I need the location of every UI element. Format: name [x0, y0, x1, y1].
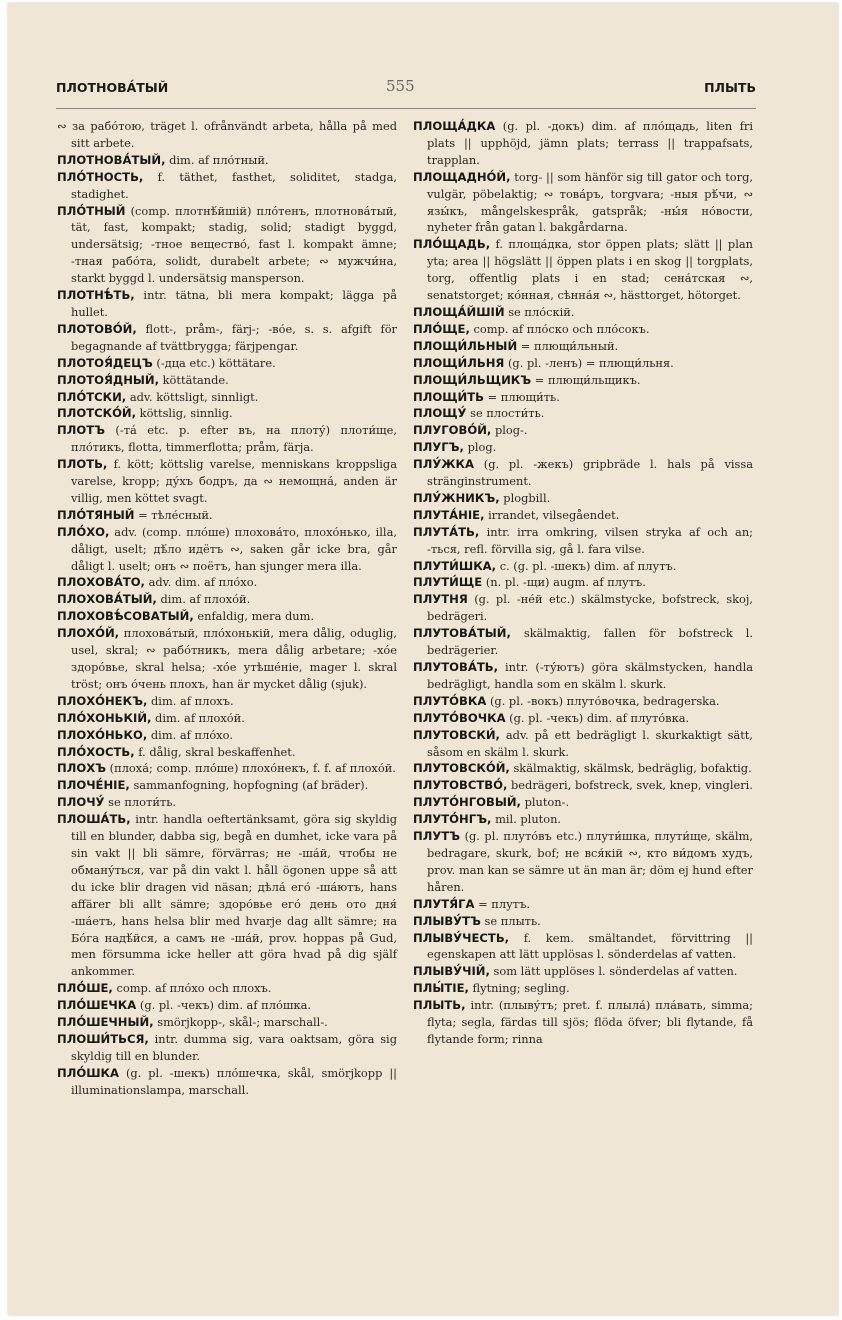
dictionary-entry: [413, 338, 753, 355]
entry-headword: ПЛО́ТНОСТЬ,: [57, 169, 144, 184]
dictionary-entry: [57, 760, 397, 777]
entry-definition: adv. (comp. пло́ше) плохова́то, плохо́нько, illa, dåligt, uselt; дѣ́ло идётъ ∾, saken går icke bra, går dåligt l. uselt; онъ ∾ поётъ, han sjunger mera illa.: [71, 524, 397, 573]
entry-definition: dim. af плохъ.: [151, 693, 234, 708]
entry-definition: intr. tätna, bli mera kompakt; lägga på hullet.: [71, 288, 397, 319]
entry-definition: плохова́тый, пло́хонькій, mera dålig, oduglig, usel, skral; ∾ рабо́тникъ, mera dålig arbetare; -хо́е здоро́вье, skral helsa; -хо́е утѣше́ніе, mager l. skral tröst; онъ о́чень плохъ, han är mycket dålig (sjuk).: [71, 626, 397, 691]
page-header: [56, 77, 756, 102]
entry-headword: ПЛО́ХО,: [57, 524, 110, 539]
dictionary-entry: [57, 710, 397, 727]
entry-headword: ПЛУТО́НГОВЫЙ,: [413, 795, 521, 810]
dictionary-entry: [57, 980, 397, 997]
entry-definition: (comp. плотнѣ́йшій) пло́тенъ, плотнова́тый, tät, fast, kompakt; stadig, solid; stadigt byggd, undersätsig; -тное вещество́, fast l. kompakt ämne; -тная рабо́та, solidt, durabelt arbete; ∾ мужчи́на, starkt byggd l. undersätsig mansperson.: [71, 203, 397, 286]
entry-headword: ПЛОХОВА́ТЫЙ,: [57, 592, 157, 607]
dictionary-entry: [57, 355, 397, 372]
dictionary-entry: [413, 169, 753, 237]
dictionary-entry: [57, 574, 397, 591]
dictionary-entry: [413, 355, 753, 372]
dictionary-entry: [57, 169, 397, 203]
entry-definition: adv. köttsligt, sinnligt.: [129, 389, 259, 404]
entry-headword: ПЛОЩИ́ЛЬНЫЙ: [413, 338, 518, 353]
entry-definition: intr. irra omkring, vilsen stryka af och an; -ться, refl. förvilla sig, gå l. fara vilse.: [427, 524, 754, 556]
entry-headword: ПЛОТОЯ́ДЕЦЪ: [57, 355, 153, 370]
entry-definition: (g. pl. -чекъ) dim. af пло́шка.: [139, 998, 311, 1013]
entry-headword: ПЛО́ТСКИ,: [57, 389, 127, 404]
entry-definition: dim. af плохо́й.: [155, 710, 245, 725]
entry-headword: ПЛОХО́НЬКО,: [57, 727, 148, 742]
page-number: 555: [386, 77, 415, 95]
entry-definition: f. täthet, fasthet, soliditet, stadga, stadighet.: [71, 169, 397, 201]
dictionary-entry: [57, 422, 397, 456]
entry-headword: ПЛОЧУ́: [57, 795, 105, 810]
dictionary-entry: [413, 558, 753, 575]
entry-definition: (g. pl. -чекъ) dim. af плуто́вка.: [509, 710, 690, 725]
entry-definition: plogbill.: [503, 490, 551, 505]
dictionary-entry: [57, 524, 397, 575]
entry-definition: smörjkopp-, skål-; marschall-.: [157, 1015, 328, 1030]
dictionary-entry: [413, 659, 753, 693]
entry-definition: = плющи́льщикъ.: [534, 372, 641, 387]
entry-headword: ПЛО́ШЕЧКА: [57, 998, 137, 1013]
dictionary-entry: [57, 1065, 397, 1099]
entry-definition: (-дца etc.) köttätare.: [156, 355, 276, 370]
entry-definition: adv. på ett bedrägligt l. skurkaktigt sätt, såsom en skälm l. skurk.: [427, 727, 754, 759]
dictionary-entry: [413, 710, 753, 727]
entry-headword: ПЛУТО́НГЪ,: [413, 812, 492, 827]
dictionary-entry: [413, 913, 753, 930]
entry-headword: ПЛУГЪ,: [413, 440, 464, 455]
entry-definition: = плющи́льный.: [520, 338, 619, 353]
entry-headword: ПЛО́ШКА: [57, 1065, 119, 1080]
entry-definition: (g. pl. -шекъ) пло́шечка, skål, smörjkopp || illuminationslampa, marschall.: [71, 1065, 397, 1097]
entry-headword: ПЛОТОЯ́ДНЫЙ,: [57, 372, 160, 387]
right-running-head: ПЛЫТЬ: [704, 80, 756, 95]
entry-definition: dim. af плохо́й.: [160, 592, 251, 607]
entry-definition: = тѣле́сный.: [138, 507, 213, 522]
dictionary-entry: [413, 828, 753, 896]
dictionary-entry: [413, 811, 753, 828]
dictionary-entry: [413, 456, 753, 490]
entry-definition: (-тá etc. p. efter въ, на плоту́) плоти́ще, пло́тикъ, flotta, timmerflotta; pråm, färja.: [71, 423, 397, 455]
dictionary-entry: [413, 372, 753, 389]
dictionary-entry: [57, 203, 397, 288]
dictionary-entry: [57, 693, 397, 710]
entry-headword: ПЛОТОВО́Й,: [57, 321, 137, 336]
dictionary-entry: [413, 389, 753, 406]
dictionary-entry: [413, 896, 753, 913]
entry-headword: ПЛУТЪ: [413, 829, 461, 844]
dictionary-entry: [57, 727, 397, 744]
entry-definition: (g. pl. -не́й etc.) skälmstycke, bofstreck, skoj, bedrägeri.: [427, 592, 753, 624]
entry-headword: ПЛОЩА́ДКА: [413, 119, 496, 133]
dictionary-entry: [57, 591, 397, 608]
left-running-head: ПЛОТНОВА́ТЫЙ: [56, 80, 169, 95]
entry-definition: intr. (-ту́ютъ) göra skälmstycken, handla bedrägligt, handla som en skälm l. skurk.: [427, 660, 754, 691]
entry-headword: ПЛУТИ́ЩЕ: [413, 575, 483, 590]
entry-definition: = плющи́ть.: [487, 389, 560, 404]
dictionary-entry: [413, 760, 753, 777]
dictionary-entry: [57, 321, 397, 355]
dictionary-entry: [413, 304, 753, 321]
dictionary-entry: [57, 811, 397, 980]
entry-headword: ПЛОЩИ́ТЬ: [413, 389, 485, 404]
entry-headword: ПЛУТНЯ: [413, 592, 468, 607]
entry-headword: ПЛО́ЩАДЬ,: [413, 237, 491, 252]
dictionary-entry: [413, 524, 753, 558]
entry-definition: (g. pl. -ленъ) = плющи́льня.: [507, 355, 674, 370]
entry-definition: irrandet, vilsegåendet.: [488, 507, 620, 522]
dictionary-entry: [57, 777, 397, 794]
entry-definition: skälmaktig, skälmsk, bedräglig, bofaktig.: [513, 761, 752, 776]
dictionary-entry: [57, 389, 397, 406]
entry-definition: se плости́ть.: [470, 406, 545, 421]
entry-headword: ПЛОЩУ́: [413, 406, 467, 421]
entry-headword: ПЛЫВУ́ЧЕСТЬ,: [413, 930, 510, 945]
entry-definition: f. dålig, skral beskaffenhet.: [138, 744, 296, 759]
dictionary-entry: [413, 422, 753, 439]
dictionary-entry: [57, 608, 397, 625]
entry-headword: ПЛО́ТЯНЫЙ: [57, 507, 135, 522]
dictionary-entry: [57, 997, 397, 1014]
entry-definition: (плоха́; comp. пло́ше) плохо́некъ, f. f. af плохо́й.: [109, 761, 396, 776]
dictionary-entry: [413, 507, 753, 524]
dictionary-entry: [57, 744, 397, 761]
entry-headword: ПЛО́ШЕ,: [57, 981, 113, 996]
dictionary-entry: [413, 236, 753, 304]
dictionary-entry: [413, 777, 753, 794]
dictionary-entry: [413, 794, 753, 811]
right-column: [413, 118, 753, 1048]
entry-headword: ПЛОТНѢ́ТЬ,: [57, 288, 135, 303]
entry-headword: ПЛУ́ЖКА: [413, 457, 474, 472]
entry-definition: flytning; segling.: [472, 981, 570, 996]
entry-headword: ПЛЫ́ТІЕ,: [413, 981, 469, 996]
entry-headword: ПЛОТНОВА́ТЫЙ,: [57, 152, 166, 167]
entry-headword: ПЛУТОВСТВО́,: [413, 778, 508, 793]
entry-definition: intr. handla oeftertänksamt, göra sig skyldig till en blunder, dabba sig, begå en dumhet, icke vara på sin vakt || bli sämre, förvärras; не -ша́й, чтобы не обману́ться, var på din vakt l. håll ögonen uppe så att du icke blir dragen vid näsan; дѣла́ его́ -ша́ютъ, hans affärer bli allt sämre; здоро́вье его́ день ото дня́ -ша́етъ, hans helsa blir med hvarje dag allt sämre; на Бо́га надѣ́йся, а самъ не -ша́й, prov. hoppas på Gud, men försumma icke heller att göra hvad på dig själf ankommer.: [71, 812, 398, 979]
entry-headword: ПЛОШИ́ТЬСЯ,: [57, 1031, 149, 1046]
entry-headword: ПЛО́ХОНЬКІЙ,: [57, 710, 152, 725]
dictionary-entry: [413, 574, 753, 591]
dictionary-entry: [57, 405, 397, 422]
dictionary-entry: [57, 118, 397, 152]
entry-headword: ПЛОХОВА́ТО,: [57, 575, 145, 590]
entry-definition: comp. af пло́хо och плохъ.: [116, 981, 272, 996]
entry-definition: dim. af пло́тный.: [169, 152, 269, 167]
entry-headword: ПЛОША́ТЬ,: [57, 812, 131, 827]
entry-headword: ПЛОХО́НЕКЪ,: [57, 693, 148, 708]
dictionary-entry: [57, 507, 397, 524]
entry-headword: ПЛЫВУ́ЧІЙ,: [413, 964, 490, 979]
entry-definition: sammanfogning, hopfogning (af bräder).: [133, 778, 369, 793]
entry-headword: ПЛОХО́Й,: [57, 626, 120, 641]
dictionary-entry: [413, 963, 753, 980]
entry-definition: torg- || som hänför sig till gator och torg, vulgär, pöbelaktig; ∾ това́ръ, torgvara; -ныя рѣ́чи, ∾ язы́къ, mångelskespråk, gatspråk; -ны́я но́вости, nyheter från gatan l. bakgårdarna.: [427, 169, 754, 235]
dictionary-entry: [413, 930, 753, 964]
entry-headword: ПЛОЩА́ЙШІЙ: [413, 304, 505, 319]
dictionary-entry: [413, 980, 753, 997]
entry-definition: (n. pl. -щи) augm. af плутъ.: [485, 575, 646, 590]
entry-headword: ПЛОЩАДНО́Й,: [413, 169, 511, 184]
entry-headword: ПЛУТА́НІЕ,: [413, 507, 485, 522]
entry-headword: ПЛУТА́ТЬ,: [413, 524, 480, 539]
entry-headword: ПЛОТСКО́Й,: [57, 406, 137, 421]
entry-definition: köttätande.: [162, 372, 229, 387]
entry-definition: se пло́скій.: [508, 304, 575, 319]
entry-headword: ПЛО́ЩЕ,: [413, 321, 470, 336]
entry-headword: ПЛО́ШЕЧНЫЙ,: [57, 1015, 154, 1030]
entry-definition: plog.: [467, 440, 497, 455]
entry-definition: som lätt upplöses l. sönderdelas af vatten.: [493, 964, 738, 979]
dictionary-entry: [413, 591, 753, 625]
dictionary-entry: [57, 152, 397, 169]
dictionary-entry: [57, 1014, 397, 1031]
entry-definition: mil. pluton.: [495, 812, 562, 827]
dictionary-entry: [413, 490, 753, 507]
dictionary-entry: [57, 287, 397, 321]
entry-definition: skälmaktig, fallen för bofstreck l. bedrägerier.: [427, 626, 753, 658]
entry-definition: ∾ за рабо́тою, träget l. ofrånvändt arbeta, hålla på med sitt arbete.: [57, 119, 397, 150]
entry-headword: ПЛУТОВА́ТЫЙ,: [413, 626, 511, 641]
dictionary-entry: [413, 625, 753, 659]
entry-definition: (g. pl. плуто́въ etc.) плути́шка, плути́ще, skälm, bedragare, skurk, bof; не вся́кій ∾, кто ви́домъ худъ, prov. man kan se sämre ut än man är; döm ej hund efter håren.: [427, 829, 753, 894]
entry-headword: ПЛОХЪ: [57, 761, 107, 776]
dictionary-entry: [413, 997, 753, 1048]
dictionary-entry: [413, 321, 753, 338]
entry-headword: ПЛОХОВѢ́СОВАТЫЙ,: [57, 609, 194, 624]
entry-definition: intr. (плыву́тъ; pret. f. плыла́) пла́вать, simma; flyta; segla, färdas till sjös; flöda öfver; bli flytande, få flytande form; rinna: [427, 998, 753, 1046]
entry-definition: (g. pl. -докъ) dim. af пло́щадь, liten fri plats || upphöjd, jämn plats; terrass || trappafsats, trapplan.: [427, 119, 753, 167]
entry-headword: ПЛОТЪ: [57, 423, 105, 438]
entry-headword: ПЛО́ТНЫЙ: [57, 203, 126, 218]
entry-headword: ПЛЫВУ́ТЪ: [413, 913, 481, 928]
entry-headword: ПЛОЩИ́ЛЬЩИКЪ: [413, 372, 532, 387]
left-column: [57, 118, 397, 1099]
entry-headword: ПЛЫТЬ,: [413, 998, 466, 1013]
entry-headword: ПЛУТО́ВКА: [413, 693, 487, 708]
entry-headword: ПЛУГОВО́Й,: [413, 423, 492, 438]
entry-headword: ПЛО́ХОСТЬ,: [57, 744, 135, 759]
dictionary-entry: [57, 794, 397, 811]
entry-definition: c. (g. pl. -шекъ) dim. af плутъ.: [499, 558, 677, 573]
entry-headword: ПЛОЩИ́ЛЬНЯ: [413, 355, 505, 370]
entry-definition: köttslig, sinnlig.: [139, 406, 233, 421]
entry-definition: flott-, pråm-, färj-; -во́е, s. s. afgift för begagnande af tvättbrygga; färjpengar.: [71, 321, 398, 353]
entry-definition: intr. dumma sig, vara oaktsam, göra sig skyldig till en blunder.: [71, 1031, 397, 1063]
entry-headword: ПЛОЧЕ́НІЕ,: [57, 778, 130, 793]
entry-definition: f. площа́дка, stor öppen plats; slätt || plan yta; area || högslätt || öppen plats i en skog || torgplats, torg, offentlig plats i en stad; сена́тская ∾, senatstorget; ко́нная, сѣнна́я ∾, hästtorget, hötorget.: [427, 237, 753, 303]
entry-headword: ПЛУТО́ВОЧКА: [413, 710, 506, 725]
entry-headword: ПЛУТОВА́ТЬ,: [413, 660, 498, 674]
entry-headword: ПЛУТЯ́ГА: [413, 896, 475, 911]
entry-definition: bedrägeri, bofstreck, svek, knep, vingleri.: [511, 778, 753, 793]
entry-headword: ПЛУТОВСКО́Й,: [413, 761, 510, 776]
entry-headword: ПЛУТОВСКИ́,: [413, 727, 500, 742]
entry-definition: se плоти́ть.: [108, 795, 177, 810]
dictionary-entry: [57, 625, 397, 693]
dictionary-entry: [57, 456, 397, 507]
entry-definition: (g. pl. -вокъ) плуто́вочка, bedragerska.: [489, 693, 720, 708]
entry-definition: comp. af пло́ско och пло́сокъ.: [473, 321, 650, 336]
header-rule: [56, 108, 756, 109]
dictionary-entry: [413, 118, 753, 169]
entry-definition: f. kem. smältandet, förvittring || egenskapen att lätt upplösas l. sönderdelas af vatten.: [427, 930, 753, 962]
entry-headword: ПЛУ́ЖНИКЪ,: [413, 490, 500, 505]
dictionary-entry: [413, 727, 753, 761]
entry-definition: plog-.: [494, 423, 528, 438]
dictionary-entry: [413, 693, 753, 710]
entry-definition: enfaldig, mera dum.: [197, 609, 315, 624]
entry-headword: ПЛУТИ́ШКА,: [413, 558, 497, 573]
entry-definition: dim. af пло́хо.: [150, 727, 234, 742]
entry-definition: (g. pl. -жекъ) gripbräde l. hals på vissa stränginstrument.: [427, 457, 754, 489]
dictionary-entry: [413, 405, 753, 422]
entry-definition: adv. dim. af пло́хо.: [148, 575, 258, 590]
dictionary-entry: [57, 1031, 397, 1065]
entry-definition: pluton-.: [524, 795, 570, 810]
entry-definition: = плутъ.: [478, 896, 530, 911]
entry-definition: se плыть.: [484, 913, 541, 928]
dictionary-entry: [57, 372, 397, 389]
entry-definition: f. kött; köttslig varelse, menniskans kroppsliga varelse, kropp; ду́хъ бодръ, да ∾ немощна́, anden är villig, men köttet svagt.: [71, 457, 397, 505]
dictionary-entry: [413, 439, 753, 456]
entry-headword: ПЛОТЬ,: [57, 457, 108, 472]
